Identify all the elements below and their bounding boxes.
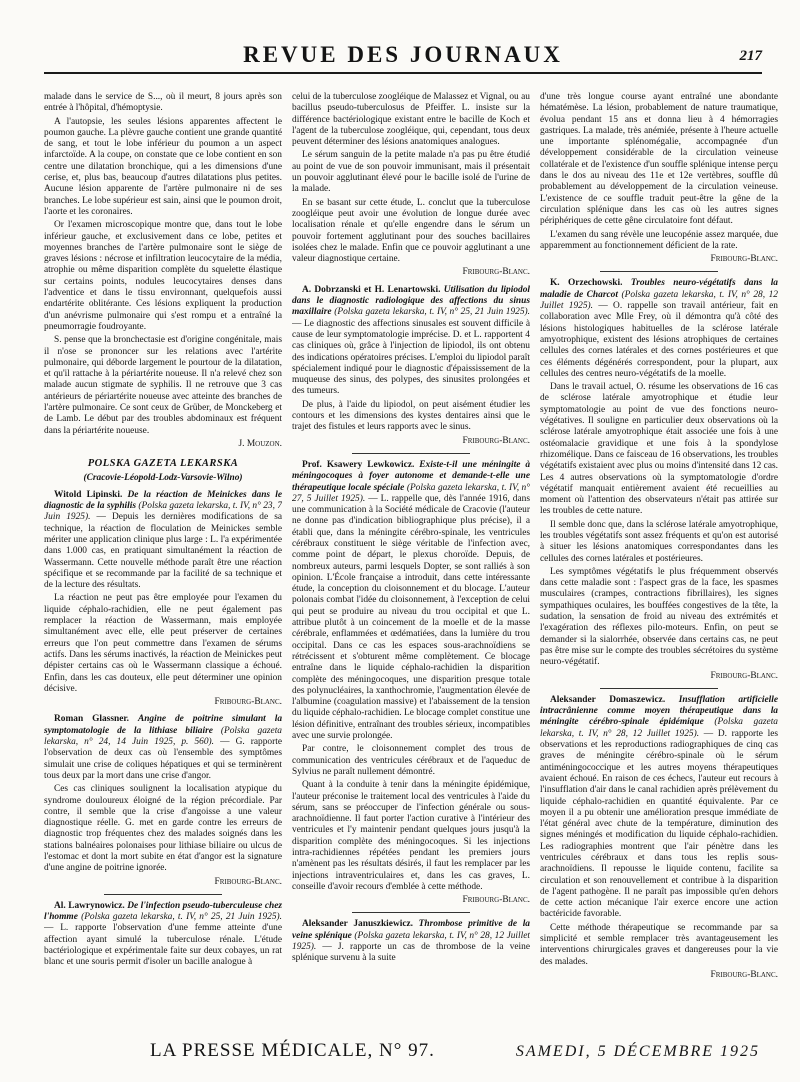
paragraph: Par contre, le cloisonnement complet des trous de communication des ventricules cérébraux et de l'aqueduc de Sylvius ne paraît nullement démontré. (292, 744, 530, 777)
paragraph: En se basant sur cette étude, L. conclut que la tuberculose zoogléique peut avoir une évolution de longue durée avec localisation rénale et qu'elle engendre dans le sérum un pouvoir fortement agglutinant pour des souches bacillaires isolées chez le malade. Enfin que ce pouvoir agglutinant a une valeur diagnostique certaine. (292, 197, 530, 265)
paragraph: Il semble donc que, dans la sclérose latérale amyotrophique, les troubles végétatifs sont assez fréquents et qu'on est autorisé à situer les lésions anatomiques correspondantes dans les cellules des cornes latérales et postérieures. (540, 519, 778, 564)
column-2 (292, 92, 530, 1032)
publication-date: SAMEDI, 5 DÉCEMBRE 1925 (515, 1043, 760, 1060)
article-author: A. Dobrzanski et H. Lenartowski. (302, 284, 441, 295)
article-author: K. Orzechowski. (550, 278, 623, 289)
article-separator (352, 453, 470, 454)
article-heading (540, 695, 778, 921)
article-author: Al. Lawrynowicz. (54, 900, 125, 911)
article-heading (44, 901, 282, 969)
author-signature: Fribourg-Blanc. (710, 969, 778, 980)
publication-issue: LA PRESSE MÉDICALE, N° 97. (150, 1040, 435, 1061)
article-reference: (Polska gazeta lekarska, t. IV, n° 27, 5 Juillet 1925). (292, 482, 530, 504)
article-separator (104, 894, 222, 895)
author-signature: Fribourg-Blanc. (214, 876, 282, 887)
page-header (44, 40, 762, 74)
article-heading (44, 490, 282, 592)
article-title: De la réaction de Meinickes dans le diagnostic de la syphilis (44, 489, 282, 512)
article-reference: (Polska gazeta lekarska, n° 24, 14 Juin 1925, p. 560). (44, 725, 282, 748)
column-1 (44, 92, 282, 1032)
paragraph: Les symptômes végétatifs le plus fréquemment observés dans cette maladie sont : l'aspect gras de la face, les spasmes musculaires (crampes, contractions fibrillaires), les signes sympathiques oculaires, les bouffées congestives de la tête, la sudation, la sensation de froid au niveau des extrémités et l'exagération des réflexes pilo-moteurs. Enfin, on peut se demander si la sialorrhée, observée dans certains cas, ne peut pas être mise sur le compte des troubles sécrétoires du système neuro-végétatif. (540, 566, 778, 668)
article-reference: (Polska gazeta lekarska, t. IV, n° 28, 12 Juillet 1925). (292, 930, 530, 953)
article-text: — O. rappelle son travail antérieur, fait en collaboration avec Mlle Frey, où il démontra qu'à côté des lésions histologiques habituelles de la sclérose latérale amyotrophique, existent des lésions atrophiques de certaines cellules des cornes latérales et des cornes postérieures et que ces éléments dégénérés correspondent, pour la plupart, aux cellules des centres neuro-végétatifs de la moelle. (540, 301, 778, 379)
article-author: Roman Glassner. (54, 714, 129, 725)
paragraph: La réaction ne peut pas être employée pour l'examen du liquide céphalo-rachidien, elle ne peut également pas remplacer la réaction de Wassermann, mais employée simultanément avec elle, elle peut préserver de certaines erreurs que l'on peut commettre dans l'examen de sérums actifs. Dans les sérums inactivés, la réaction de Meinickes peut dépister certains cas où le Wassermann classique a échoué. Enfin, dans les cas douteux, elle peut déterminer une opinion décisive. (44, 593, 282, 694)
paragraph: Le sérum sanguin de la petite malade n'a pas pu être étudié au point de vue de son pouvoir immunisant, mais il présentait un pouvoir agglutinant élevé pour le bacille isolé de l'urine de la malade. (292, 150, 530, 195)
article-title: Troubles neuro-végétatifs dans la maladie de Charcot (540, 278, 778, 300)
author-signature: Fribourg-Blanc. (462, 435, 530, 446)
article-heading (292, 919, 530, 964)
article-reference: (Polska gazeta lekarska, t. IV, n° 25, 21 Juin 1925). (334, 307, 530, 318)
column-3 (540, 92, 778, 1032)
running-title: REVUE DES JOURNAUX (243, 42, 563, 67)
article-author: Aleksander Domaszewicz. (550, 694, 666, 705)
paragraph: Quant à la conduite à tenir dans la méningite épidémique, l'auteur préconise le traitement local des ventricules à l'aide du sérum, sans se préoccuper de l'infection générale ou sous-arachnoïdienne. Il faut porter l'action curative à l'intérieur des ventricules et l'y maintenir pendant quelques jours jusqu'à la disparition complète des méningocoques. Si les injections intra-rachidiennes répétées pendant les premiers jours n'amènent pas les résultats désirés, il faut les remplacer par les injections intraventriculaires et, dans les cas graves, L. conseille d'avoir recours d'emblée à cette méthode. (292, 780, 530, 892)
article-text: — L. rapporte l'observation d'une femme atteinte d'une affection ayant simulé la tuberculose rénale. L'étude bactériologique et expérimentale faite sur deux cobayes, un rat blanc et une souris permit d'isoler un bacille analogue à (44, 923, 282, 968)
article-separator (600, 271, 718, 272)
article-text: — L. rappelle que, dès l'année 1916, dans une communication à la Société médicale de Cracovie (l'auteur ne donne pas d'indication bibliographique plus précise), il a établi que, dans la méningite cérébro-spinale, les ventricules cérébraux constituent le siège véritable de l'infection avec, comme point de départ, le plexus choroïde. Depuis, de nombreux auteurs, parmi lesquels Dopter, se sont ralliés à son opinion. L'École française a introduit, dans cette intéressante étude, la conception du cloisonnement et du blocage. L'auteur polonais combat l'idée du cloisonnement, à l'exception de celui qui peut se produire au niveau du trou occipital et que L. attribue plutôt à un coincement de la moelle et de la masse cérébrale, enflammées et œdématiées, dans la lumière du trou occipital. Dans ce cas les espaces sous-arachnoïdiens se rétrécissent et s'obturent même complètement. Ce blocage entraîne dans le liquide céphalo-rachidien la disparition complète des méningocoques, une disparition presque totale des polynucléaires, la xanthochromie, l'augmentation élevée de l'albumine (coagulation massive) et l'abaissement de la tension du liquide céphalo-rachidien. Le blocage complet constitue une lésion définitive, entraînant des troubles sérieux, incompatibles avec une survie prolongée. (292, 493, 530, 742)
article-author: Prof. Ksawery Lewkowicz. (302, 459, 415, 470)
article-author: Witold Lipinski. (54, 489, 123, 500)
article-author: Aleksander Januszkiewicz. (302, 919, 413, 930)
article-title: Thrombose primitive de la veine splénique (292, 919, 530, 941)
article-text: — Le diagnostic des affections sinusales est souvent difficile à cause de leur symptomatologie imprécise. D. et L. rapportent 4 cas cliniques où, grâce à l'injection de lipiodol, ils ont obtenu des indications opératoires précises. L'emploi du lipiodol paraît spécialement indiqué pour le diagnostic d'épaississement de la muqueuse des sinus, des polypes, des sinusites prolongées et des tumeurs. (292, 318, 530, 397)
paragraph: Dans le travail actuel, O. résume les observations de 16 cas de sclérose latérale amyotrophique et étudie leur symptomatologie au point de vue des fonctions neuro-végétatives. Il souligne en particulier deux observations où la sclérose latérale amyotrophique était associée une fois à une ostéomalacie gravidique et une fois à la spondylose rhizomélique. Dans ce faisceau de 16 observations, les troubles végétatifs existaient avec plus ou moins d'intensité dans 12 cas. Les 4 autres observations où la symptomatologie d'ordre végétatif manquait entièrement avaient été recueillies au moment où l'attention des observateurs n'était pas attirée sur les troubles de cette nature. (540, 382, 778, 517)
author-signature: Fribourg-Blanc. (462, 895, 530, 906)
article-text: — D. rapporte les observations et les reproductions radiographiques de cinq cas graves de méningite cérébro-spinale où le sérum antiméningococcique et les autres moyens thérapeutiques avaient échoué. En raison de ces échecs, l'auteur eut recours à l'insufflation d'air dans le canal rachidien après prélèvement du liquide céphalo-rachidien en quantité équivalente. Par ce moyen il a pu obtenir une amélioration presque immédiate de l'état général avec chute de la température, diminution des signes méningés et modification du liquide céphalo-rachidien. Les radiographies montrent que l'air pénètre dans les ventricules cérébraux et dans tous les replis sous-arachnoïdiens. Il repousse le liquide contenu, facilite sa circulation et son renouvellement et contribue à la disparition de l'agent pathogène. Il ne paraît pas impossible qu'en dehors de cette action mécanique l'air exerce encore une action bactéricide favorable. (540, 728, 778, 920)
article-heading (292, 285, 530, 398)
article-title: De l'infection pseudo-tuberculeuse chez l'homme (44, 900, 282, 923)
article-reference: (Polska gazeta lekarska, t. IV, n° 28, 12 Juillet 1925). (540, 289, 778, 312)
author-signature: Fribourg-Blanc. (710, 670, 778, 681)
author-signature: Fribourg-Blanc. (462, 267, 530, 278)
journal-section-title: POLSKA GAZETA LEKARSKA (87, 458, 239, 470)
article-title: Existe-t-il une méningite à méningocoques à foyer autonome et demande-t-elle une thérapeutique locale spéciale (292, 459, 530, 493)
article-separator (352, 912, 470, 913)
author-signature: Fribourg-Blanc. (710, 254, 778, 265)
article-title: Angine de poitrine simulant la symptomatologie de la lithiase biliaire (44, 714, 282, 736)
paragraph: A l'autopsie, les seules lésions apparentes affectent le poumon gauche. La plèvre gauche contient une grande quantité de sang, et tout le lobe inférieur du poumon a un aspect infarctoïde. A la coupe, on constate que ce lobe contient en son centre une dilatation bronchique, qui a les dimensions d'une cerise, et, plus bas, beaucoup d'autres dilatations plus petites. Aucune lésion apparente de l'artère pulmonaire ni de ses branches. Le lobe supérieur est sain, ainsi que le poumon droit, l'aorte et les coronaires. (44, 116, 282, 217)
paragraph: De plus, à l'aide du lipiodol, on peut aisément étudier les contours et les dimensions des kystes dentaires ainsi que le trajet des fistules et leurs rapports avec le sinus. (292, 399, 530, 433)
paragraph: malade dans le service de S..., où il meurt, 8 jours après son entrée à l'hôpital, d'hémoptysie. (44, 92, 282, 114)
paragraph: celui de la tuberculose zoogléique de Malassez et Vignal, ou au bacillus pseudo-tuberculosus de Pfeiffer. L. insiste sur la différence bactériologique existant entre le bacille de Koch et l'agent de la tuberculose zoogléique, qui, cependant, tous deux peuvent déterminer des lésions anatomiques analogues. (292, 92, 530, 148)
article-reference: (Polska gazeta lekarska, t. IV, n° 28, 12 Juillet 1925). (540, 717, 778, 739)
paragraph: Ces cas cliniques soulignent la localisation atypique du syndrome douloureux éloigné de la région précordiale. Par contre, il semble que la crise d'angoisse a une valeur diagnostique réelle. G. met en garde contre les erreurs de diagnostic trop fréquentes chez des malades soignés dans les stations balnéaires polonaises pour lithiase biliaire ou ulcus de l'estomac et dont la mort subite en état d'angor est la signature d'une angine de poitrine ignorée. (44, 784, 282, 874)
author-signature: Fribourg-Blanc. (214, 697, 282, 708)
article-text: — Depuis les dernières modifications de sa technique, la réaction de floculation de Meinickes semble mériter une application clinique plus large : L. l'a expérimentée dans 1.000 cas, en pratiquant simultanément la réaction de Wassermann. Cette nouvelle méthode paraît être une réaction spécifique et se recommande par la facilité de sa technique et de la lecture des résultats. (44, 512, 282, 591)
article-reference: (Polska gazeta lekarska, t. IV, n° 25, 21 Juin 1925). (81, 912, 282, 923)
journal-section-cities: (Cracovie-Léopold-Lodz-Varsovie-Wilno) (83, 472, 243, 483)
page-number: 217 (739, 48, 762, 64)
article-text: — G. rapporte l'observation de deux cas où l'ensemble des symptômes simulait une crise de coliques hépatiques et qui se terminèrent tous deux par la mort dans une crise d'angor. (44, 737, 282, 781)
paragraph: S. pense que la bronchectasie est d'origine congénitale, mais il n'ose se prononcer sur les relations avec l'artérite pulmonaire, qui déborde largement le pourtour de la dilatation, et qu'il rattache à la périartérite noueuse. Il n'a relevé chez son malade aucun stigmate de syphilis. Il ne retrouve que 3 cas antérieurs de périartérite noueuse avec atteinte des branches de l'artère pulmonaire. Ce sont ceux de Grüber, de Monckeberg et de Lamb. Le début par des troubles abdominaux est fréquent dans la périartérite noueuse. (44, 335, 282, 436)
author-signature: J. Mouzon. (238, 438, 282, 449)
paragraph: L'examen du sang révèle une leucopénie assez marquée, due apparemment au fonctionnement déficient de la rate. (540, 229, 778, 251)
paragraph: Cette méthode thérapeutique se recommande par sa simplicité et semble remplacer très avantageusement les interventions chirurgicales graves et dangereuses pour la vie des malades. (540, 922, 778, 967)
article-heading (540, 278, 778, 380)
article-title: Utilisation du lipiodol dans le diagnostic radiologique des affections du sinus maxillaire (292, 284, 530, 318)
page-footer (150, 1040, 760, 1062)
paragraph: d'une très longue course ayant entraîné une abondante hématémèse. La lésion, probablement de nature traumatique, évolua pendant 15 ans et donna lieu à 4 hémorragies gastriques. La malade, très anémiée, présente à l'heure actuelle une importante splénomégalie, accompagnée d'un développement considérable de la circulation veineuse collatérale et de l'existence d'un souffle splénique intense perçu dans le dos au niveau des 11e et 12e vertèbres, souffle dû probablement au développement de la circulation veineuse. L'existence de ce souffle traduit peut-être la gêne de la circulation splénique dans les cas où les autres signes périphériques de cette gêne circulatoire font défaut. (540, 92, 778, 227)
article-separator (600, 688, 718, 689)
article-heading (44, 714, 282, 782)
article-heading (292, 460, 530, 742)
article-text: — J. rapporte un cas de thrombose de la veine splénique survenu à la suite (292, 942, 530, 964)
article-reference: (Polska gazeta lekarska, t. IV, n° 23, 7 Juin 1925). (44, 501, 282, 523)
article-title: Insufflation artificielle intracrânienne comme moyen thérapeutique dans la méningite cérébro-spinale épidémique (540, 694, 778, 728)
paragraph: Or l'examen microscopique montre que, dans tout le lobe inférieur gauche, et exclusivement dans ce lobe, petites et moyennes branches de l'artère pulmonaire sont le siège de graves lésions : nécrose et infiltration leucocytaire de la média, atrophie ou même disparition complète du squelette élastique sur certains points, nodules leucocytaires denses dans l'adventice et dans le tissu environnant, quelquefois aussi endartérite oblitérante. Ces lésions expliquent la production d'un anévrisme pulmonaire qui s'est rompu et a entraîné la pneumorragie foudroyante. (44, 220, 282, 332)
